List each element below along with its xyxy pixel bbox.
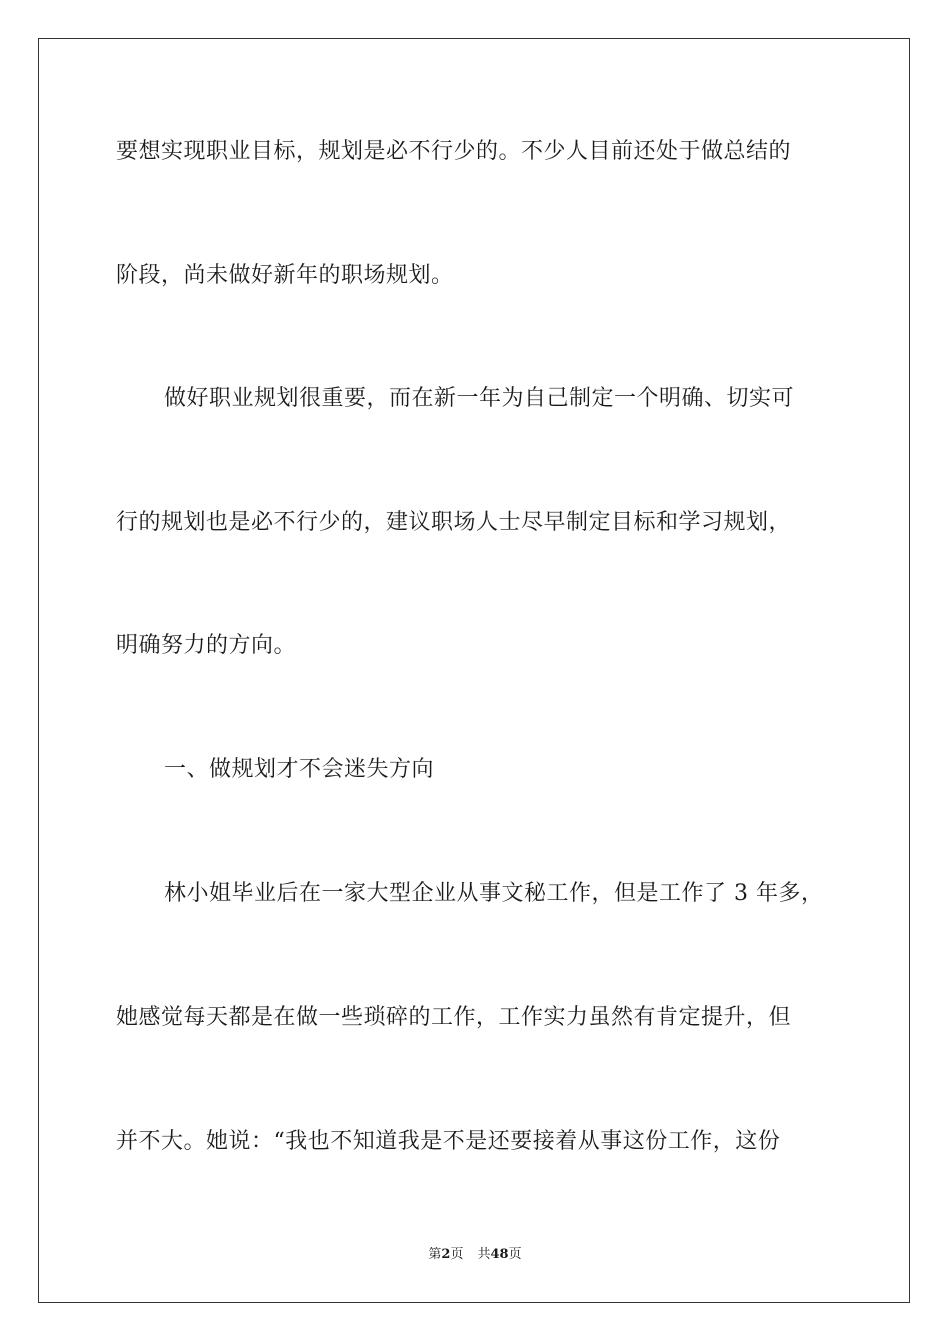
paragraph-line: 林小姐毕业后在一家大型企业从事文秘工作，但是工作了 3 年多， [164, 881, 824, 906]
paragraph-line: 行的规划也是必不行少的，建议职场人士尽早制定目标和学习规划， [116, 510, 792, 535]
page-prefix: 第 [428, 1247, 442, 1262]
paragraph-line: 明确努力的方向。 [116, 633, 297, 658]
paragraph-line: 她感觉每天都是在做一些琐碎的工作，工作实力虽然有肯定提升，但 [116, 1005, 792, 1030]
paragraph-line: 要想实现职业目标，规划是必不行少的。不少人目前还处于做总结的 [116, 139, 792, 164]
paragraph-line: 并不大。她说：“我也不知道我是不是还要接着从事这份工作，这份 [116, 1129, 781, 1154]
total-pages: 48 [490, 1247, 509, 1262]
paragraph-line: 阶段，尚未做好新年的职场规划。 [116, 263, 454, 288]
paragraph-line: 做好职业规划很重要，而在新一年为自己制定一个明确、切实可 [164, 386, 795, 411]
page-suffix: 页 [450, 1247, 464, 1262]
page-border [38, 38, 910, 1303]
total-suffix: 页 [508, 1247, 522, 1262]
page-number: 2 [441, 1247, 451, 1262]
total-prefix: 共 [477, 1247, 491, 1262]
section-heading: 一、做规划才不会迷失方向 [164, 757, 435, 782]
page-footer [0, 1246, 950, 1264]
